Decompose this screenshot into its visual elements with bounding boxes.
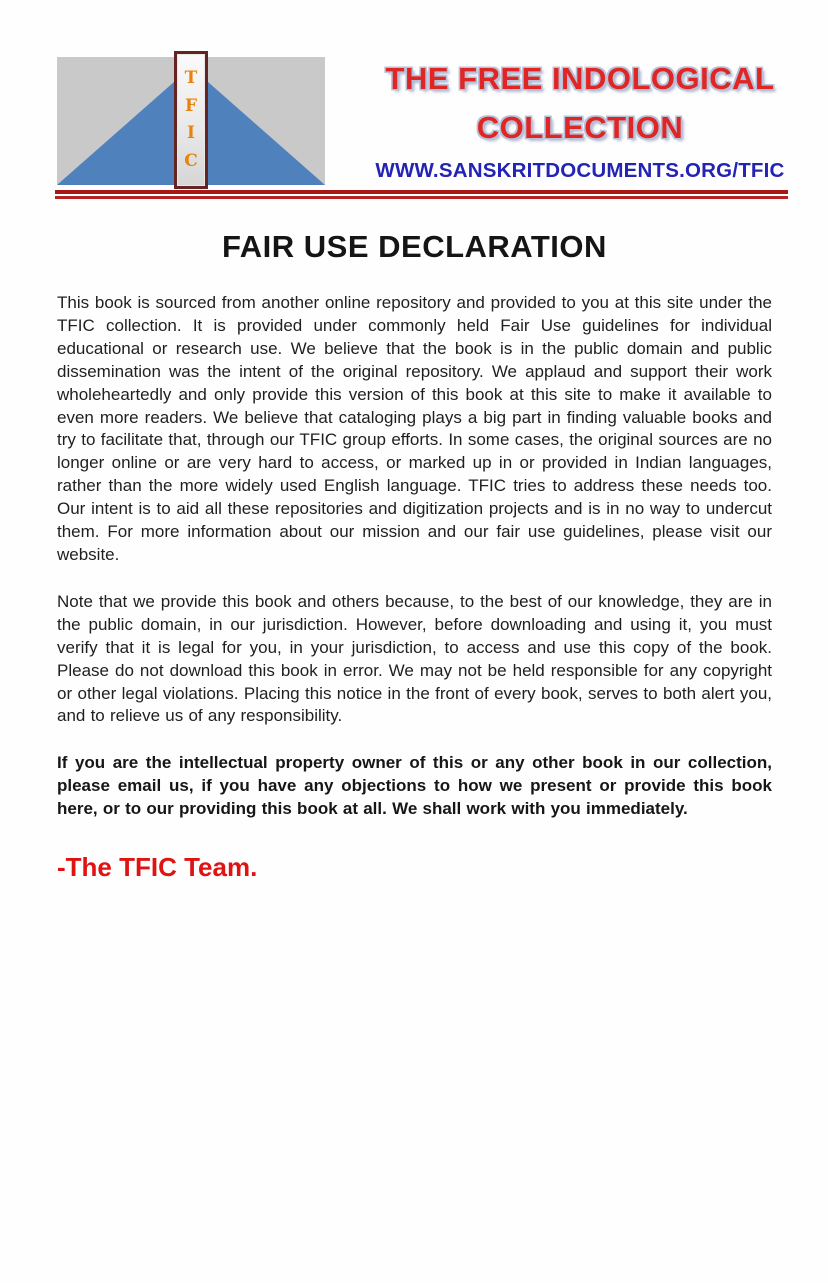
logo-letter-t: T [184, 68, 198, 89]
signature-line: -The TFIC Team. [57, 852, 258, 883]
fair-use-paragraph-3: If you are the intellectual property owner of this or any other book in our collection, please email us, if you have any objections to how we present or provide this book here, or to our providing this book at all. We shall work with you immediately. [57, 753, 772, 819]
logo-letter-i: I [187, 123, 195, 144]
collection-title-line2: COLLECTION [476, 110, 684, 145]
logo-letter-f: F [184, 95, 198, 116]
fair-use-paragraph-1: This book is sourced from another online repository and provided to you at this site under the TFIC collection. It is provided under commonly held Fair Use guidelines for individual educational or research use. We believe that the book is in the public domain and public dissemination was the intent of the original repository. We applaud and support their work wholeheartedly and only provide this version of this book at this site to make it available to even more readers. We believe that cataloging plays a big part in finding valuable books and try to facilitate that, through our TFIC group efforts. In some cases, the original sources are no longer online or are very hard to access, or marked up in or provided in Indian languages, rather than the more widely used English language. TFIC tries to address these needs too. Our intent is to aid all these repositories and digitization projects and is in no way to undercut them. For more information about our mission and our fair use guidelines, please visit our website. [57, 293, 772, 564]
logo-letter-c: C [184, 150, 198, 171]
website-url: WWW.SANSKRITDOCUMENTS.ORG/TFIC [375, 159, 785, 182]
page-title: FAIR USE DECLARATION [222, 229, 607, 264]
fair-use-paragraph-2: Note that we provide this book and others because, to the best of our knowledge, they are in the public domain, in our jurisdiction. However, before downloading and using it, you must verify that it is legal for you, in your jurisdiction, to access and use this copy of the book. Please do not download this book in error. We may not be held responsible for any copyright or other legal violations. Placing this notice in the front of every book, serves to both alert you, and to relieve us of any responsibility. [57, 591, 772, 726]
collection-title-line1: THE FREE INDOLOGICAL [385, 61, 775, 96]
